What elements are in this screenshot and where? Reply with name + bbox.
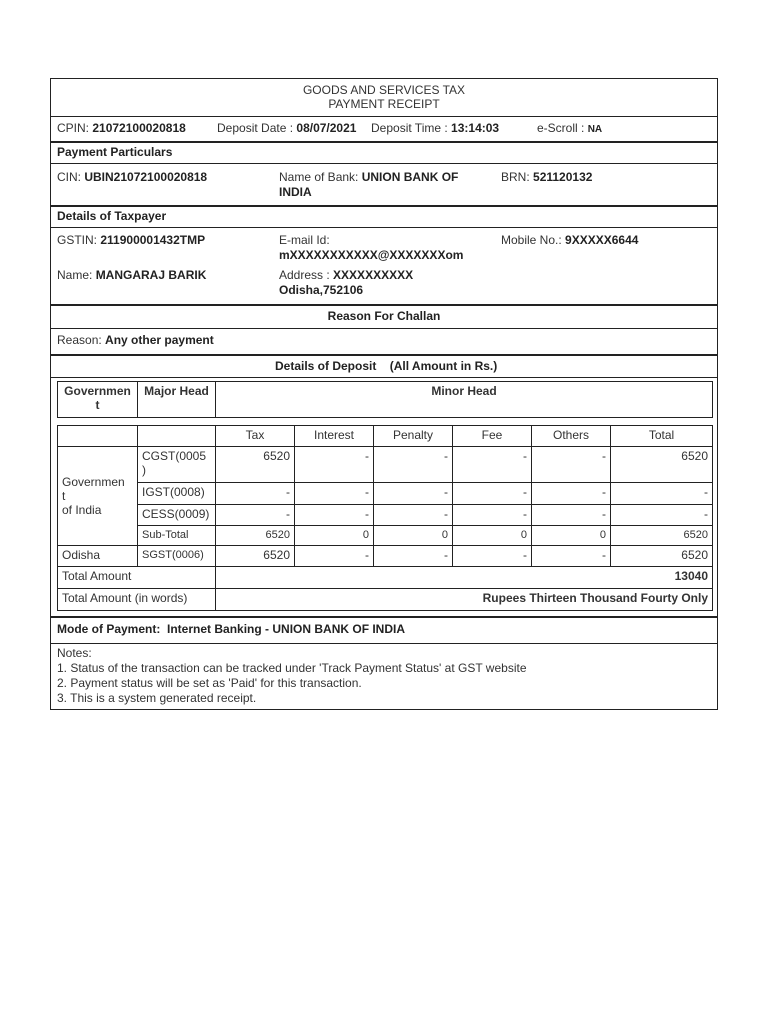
- cin-field: [57, 170, 207, 185]
- email-value: mXXXXXXXXXXX@XXXXXXXom: [279, 248, 464, 262]
- divider: [51, 377, 717, 378]
- mode-of-payment-label: Mode of Payment:: [57, 622, 161, 636]
- government-header-line1: Governmen: [64, 384, 131, 398]
- major-head-cgst: [138, 447, 216, 483]
- value-cell: -: [216, 505, 295, 526]
- value-cell: -: [532, 447, 611, 483]
- value-cell: 6520: [216, 447, 295, 483]
- value-cell: -: [374, 483, 453, 505]
- bank-name-label: Name of Bank:: [279, 170, 359, 184]
- divider: [51, 643, 717, 644]
- value-cell: -: [295, 483, 374, 505]
- total-words-label: Total Amount (in words): [58, 589, 216, 611]
- deposit-time-value: 13:14:03: [451, 121, 500, 135]
- address-field: [279, 268, 413, 283]
- column-header: Penalty: [374, 426, 453, 447]
- brn-field: [501, 170, 592, 185]
- gov-india-line2: t: [62, 489, 66, 503]
- head-table: [57, 381, 713, 418]
- bank-name-value-line2: INDIA: [279, 185, 312, 199]
- major-head-cess: CESS(0009): [138, 505, 216, 526]
- gstin-value: 211900001432TMP: [100, 233, 206, 247]
- note-item: 2. Payment status will be set as 'Paid' for this transaction.: [57, 676, 362, 690]
- value-cell: -: [611, 505, 713, 526]
- gov-india-line1: Governmen: [62, 475, 125, 489]
- column-header: Others: [532, 426, 611, 447]
- escroll-label: e-Scroll :: [537, 121, 585, 135]
- mobile-value: 9XXXXX6644: [565, 233, 639, 247]
- divider: [51, 141, 717, 143]
- mode-of-payment-value: Internet Banking - UNION BANK OF INDIA: [167, 622, 406, 636]
- blank-cell: [138, 426, 216, 447]
- major-head-header: Major Head: [138, 382, 216, 418]
- deposit-time-label: Deposit Time :: [371, 121, 448, 135]
- value-cell: -: [295, 505, 374, 526]
- odisha-row: [58, 546, 713, 567]
- cgst-head-line2: ): [142, 463, 146, 477]
- deposit-table: [57, 425, 713, 611]
- reason-label: Reason:: [57, 333, 102, 347]
- brn-label: BRN:: [501, 170, 530, 184]
- minor-head-header: Minor Head: [216, 382, 713, 418]
- deposit-date-field: [217, 121, 356, 136]
- odisha-government: Odisha: [58, 546, 138, 567]
- mobile-label: Mobile No.:: [501, 233, 562, 247]
- subtotal-label: Sub-Total: [138, 526, 216, 546]
- total-words-row: [58, 589, 713, 611]
- divider: [51, 163, 717, 164]
- address-value-line2: Odisha,752106: [279, 283, 364, 297]
- payment-particulars-title: Payment Particulars: [57, 145, 173, 159]
- divider: [51, 354, 717, 356]
- reason-value: Any other payment: [105, 333, 214, 347]
- value-cell: -: [453, 546, 532, 567]
- deposit-time-field: [371, 121, 499, 136]
- notes-title: Notes:: [57, 646, 92, 660]
- mobile-field: [501, 233, 638, 248]
- value-cell: -: [453, 505, 532, 526]
- table-row: [58, 483, 713, 505]
- value-cell: 0: [374, 526, 453, 546]
- value-cell: -: [532, 483, 611, 505]
- subtotal-row: [58, 526, 713, 546]
- taxpayer-name-label: Name:: [57, 268, 93, 282]
- value-cell: -: [532, 505, 611, 526]
- column-header: Fee: [453, 426, 532, 447]
- cgst-head-line1: CGST(0005: [142, 449, 207, 463]
- value-cell: 6520: [611, 526, 713, 546]
- address-label: Address :: [279, 268, 330, 282]
- divider: [51, 328, 717, 329]
- total-amount-label: Total Amount: [58, 567, 216, 589]
- blank-cell: [58, 426, 138, 447]
- gstin-field: [57, 233, 205, 248]
- value-cell: 6520: [611, 546, 713, 567]
- address-value-line1: XXXXXXXXXX: [333, 268, 414, 282]
- value-cell: -: [295, 546, 374, 567]
- column-header: Tax: [216, 426, 295, 447]
- cin-value: UBIN21072100020818: [84, 170, 208, 184]
- divider: [51, 304, 717, 306]
- government-of-india-cell: [58, 447, 138, 546]
- total-amount-row: [58, 567, 713, 589]
- value-cell: 6520: [216, 546, 295, 567]
- divider: [51, 227, 717, 228]
- value-cell: -: [453, 447, 532, 483]
- column-header: Interest: [295, 426, 374, 447]
- value-cell: -: [374, 546, 453, 567]
- major-head-igst: IGST(0008): [138, 483, 216, 505]
- gstin-label: GSTIN:: [57, 233, 98, 247]
- value-cell: 0: [453, 526, 532, 546]
- value-cell: -: [611, 483, 713, 505]
- value-cell: 6520: [611, 447, 713, 483]
- value-cell: -: [374, 447, 453, 483]
- deposit-title-field: [275, 359, 497, 374]
- value-cell: -: [216, 483, 295, 505]
- bank-name-field: [279, 170, 458, 185]
- note-item: 1. Status of the transaction can be tracked under 'Track Payment Status' at GST website: [57, 661, 527, 675]
- cin-label: CIN:: [57, 170, 81, 184]
- value-cell: -: [295, 447, 374, 483]
- total-amount-value: 13040: [216, 567, 713, 589]
- escroll-value: NA: [587, 124, 603, 135]
- total-words-value: Rupees Thirteen Thousand Fourty Only: [216, 589, 713, 611]
- table-row: [58, 447, 713, 483]
- value-cell: -: [374, 505, 453, 526]
- divider: [51, 205, 717, 207]
- cpin-field: [57, 121, 186, 136]
- header-subtitle: PAYMENT RECEIPT: [328, 97, 440, 111]
- payment-receipt: [50, 78, 718, 710]
- cpin-value: 21072100020818: [92, 121, 186, 135]
- government-header-line2: t: [95, 398, 100, 412]
- value-cell: 6520: [216, 526, 295, 546]
- email-label: E-mail Id:: [279, 233, 330, 247]
- table-row: [58, 505, 713, 526]
- deposit-date-value: 08/07/2021: [296, 121, 357, 135]
- reason-title: Reason For Challan: [327, 309, 441, 323]
- deposit-title: Details of Deposit: [275, 359, 377, 373]
- major-head-sgst: SGST(0006): [138, 546, 216, 567]
- column-header: Total: [611, 426, 713, 447]
- value-cell: 0: [532, 526, 611, 546]
- government-header: [58, 382, 138, 418]
- deposit-date-label: Deposit Date :: [217, 121, 294, 135]
- escroll-field: [537, 121, 602, 137]
- divider: [51, 616, 717, 618]
- reason-field: [57, 333, 214, 348]
- deposit-note: (All Amount in Rs.): [389, 359, 498, 373]
- value-cell: -: [532, 546, 611, 567]
- value-cell: -: [453, 483, 532, 505]
- brn-value: 521120132: [533, 170, 593, 184]
- taxpayer-name-field: [57, 268, 206, 283]
- bank-name-value-line1: UNION BANK OF: [361, 170, 459, 184]
- gov-india-line3: of India: [62, 503, 102, 517]
- mode-of-payment-field: [57, 622, 405, 637]
- divider: [51, 116, 717, 117]
- value-cell: 0: [295, 526, 374, 546]
- header-title: GOODS AND SERVICES TAX: [302, 83, 466, 97]
- taxpayer-name-value: MANGARAJ BARIK: [95, 268, 207, 282]
- note-item: 3. This is a system generated receipt.: [57, 691, 257, 705]
- cpin-label: CPIN:: [57, 121, 90, 135]
- taxpayer-title: Details of Taxpayer: [57, 209, 167, 223]
